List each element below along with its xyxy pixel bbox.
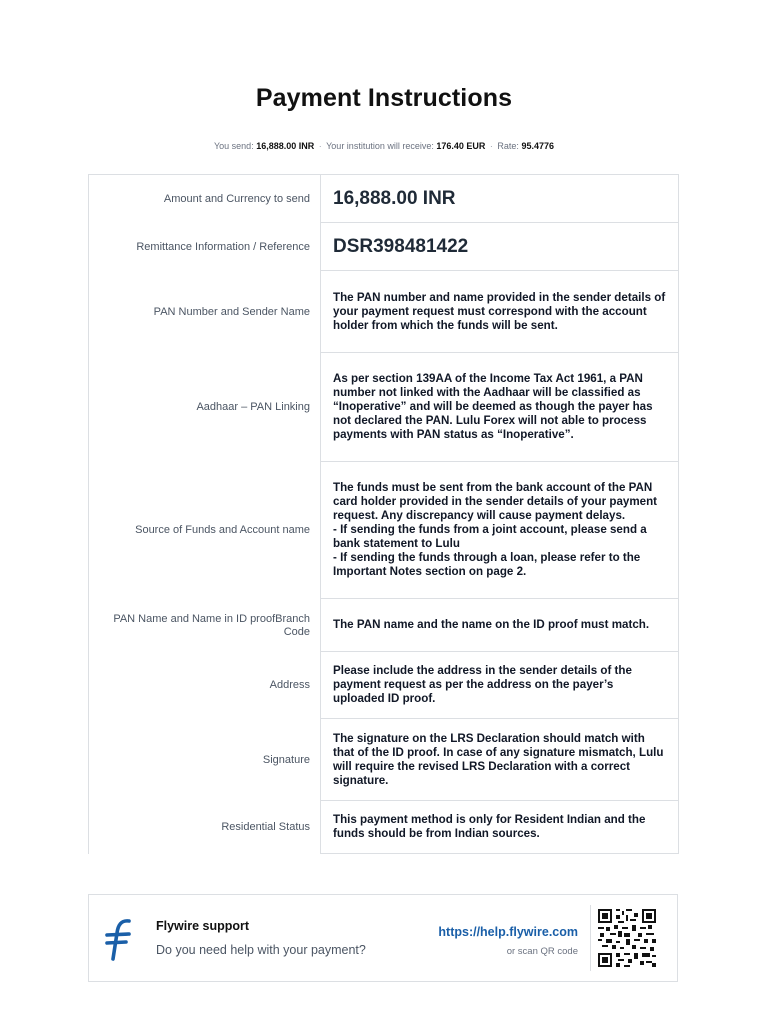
- page-title: Payment Instructions: [255, 84, 513, 112]
- support-subtitle: Do you need help with your payment?: [156, 943, 366, 957]
- instructions-table: [88, 174, 679, 854]
- amount-value: 16,888.00 INR: [320, 175, 679, 223]
- receive-value: 176.40 EUR: [436, 141, 486, 151]
- row-value: The PAN number and name provided in the sender details of your payment request must correspond with the account holder from which the funds will be sent.: [320, 271, 679, 353]
- table-row: [89, 462, 679, 599]
- table-row: [89, 719, 679, 801]
- row-value: As per section 139AA of the Income Tax Act 1961, a PAN number not linked with the Aadhaar will be classified as “Inoperative” and will be deemed as though the payer has not declared the PAN. Lulu Forex will not able to process payments with PAN status as “Inoperative”.: [320, 353, 679, 462]
- table-row: [89, 271, 679, 353]
- row-value: The PAN name and the name on the ID proof must match.: [320, 599, 679, 652]
- receive-label: Your institution will receive:: [326, 141, 434, 151]
- table-row: [89, 801, 679, 854]
- payment-summary: [0, 141, 768, 151]
- row-label: PAN Number and Sender Name: [153, 305, 310, 318]
- rate-value: 95.4776: [521, 141, 554, 151]
- row-value: The signature on the LRS Declaration should match with that of the ID proof. In case of any signature mismatch, Lulu will require the revised LRS Declaration with a correct signature.: [320, 719, 679, 801]
- rate-label: Rate:: [497, 141, 519, 151]
- row-value: The funds must be sent from the bank account of the PAN card holder provided in the sender details of your payment request. Any discrepancy will cause payment delays. - If sending the funds from a joint account, please send a bank statement to Lulu - If sending the funds through a loan, please refer to the Important Notes section on page 2.: [320, 462, 679, 599]
- row-value: This payment method is only for Resident Indian and the funds should be from Indian sources.: [320, 801, 679, 854]
- flywire-logo-icon: [103, 917, 137, 963]
- table-row: [89, 175, 679, 223]
- qr-code-icon: [598, 909, 656, 967]
- row-label: Address: [269, 679, 310, 691]
- send-value: 16,888.00 INR: [256, 141, 315, 151]
- table-row: [89, 223, 679, 271]
- row-label: Aadhaar – PAN Linking: [196, 401, 310, 413]
- row-label: Remittance Information / Reference: [136, 240, 310, 253]
- reference-value: DSR398481422: [320, 223, 679, 271]
- help-link[interactable]: https://help.flywire.com: [438, 925, 578, 939]
- summary-separator: ·: [318, 141, 322, 151]
- row-label: Source of Funds and Account name: [135, 524, 310, 536]
- send-label: You send:: [213, 141, 254, 151]
- support-divider: [590, 905, 591, 971]
- table-row: [89, 652, 679, 719]
- table-row: [89, 599, 679, 652]
- row-label: Signature: [262, 753, 310, 766]
- support-title: Flywire support: [156, 919, 250, 933]
- qr-note: or scan QR code: [506, 946, 578, 957]
- support-card: [88, 894, 678, 982]
- summary-separator: ·: [489, 141, 493, 151]
- row-label: Residential Status: [221, 821, 310, 833]
- row-label: Amount and Currency to send: [163, 192, 310, 205]
- row-value: Please include the address in the sender details of the payment request as per the address on the payer’s uploaded ID proof.: [320, 652, 679, 719]
- row-label: PAN Name and Name in ID proofBranch Code: [113, 612, 310, 638]
- table-row: [89, 353, 679, 462]
